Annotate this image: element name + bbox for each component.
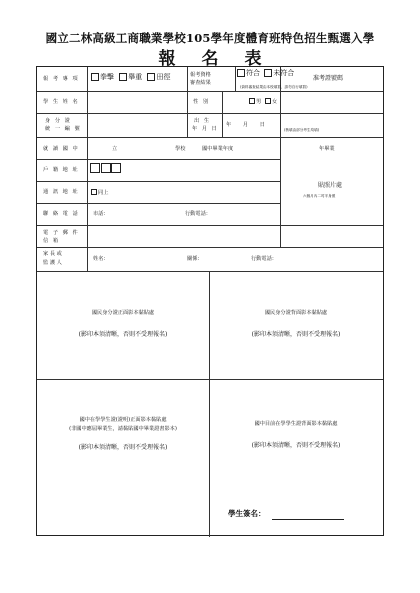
phone-label: 聯 絡 電 話 (43, 211, 80, 217)
phone-mobile-label: 行動電話： (185, 211, 211, 217)
guardian-label-2: 監 護 人 (43, 260, 62, 266)
id-front-label: 國民身分證正面影本黏貼處 (91, 310, 155, 316)
student-card-back-note: (影印本須清晰，否則不受理報名) (251, 442, 341, 449)
review-label-1: 報考資格 (190, 72, 211, 78)
guardian-relation-label: 關係： (187, 256, 203, 262)
guardian-label-1: 家 長 或 (43, 251, 62, 257)
household-address-label: 戶 籍 地 址 (43, 167, 80, 173)
checkbox-same-address[interactable] (91, 189, 97, 195)
mailing-address-label: 通 訊 地 址 (43, 189, 80, 195)
student-signature-line[interactable] (272, 519, 344, 520)
registration-form (36, 66, 384, 536)
option-qualified: 符合 (246, 69, 260, 77)
staff-note: (核填由部分考生均填) (284, 128, 320, 132)
student-card-back-label: 國中目前在學學生證背面影本黏貼處 (254, 421, 338, 427)
email-label-1: 電 子 郵 件 (43, 230, 80, 236)
birth-day-unit: 日 (259, 122, 265, 128)
checkbox-male[interactable] (249, 98, 255, 104)
postal-digit-2[interactable] (101, 163, 111, 173)
review-options (237, 69, 294, 77)
checkbox-not-qualified[interactable] (264, 69, 272, 77)
guardian-name-label: 姓名： (93, 256, 109, 262)
review-label-2: 審查結果 (190, 80, 211, 86)
option-athletics: 田徑 (156, 73, 171, 81)
option-weightlifting: 舉重 (128, 73, 143, 81)
id-number-label-1: 身 分 證 (45, 118, 72, 124)
checkbox-qualified[interactable] (237, 69, 245, 77)
postal-digit-3[interactable] (111, 163, 121, 173)
apply-category-options (91, 73, 170, 81)
option-male: 男 (256, 99, 262, 105)
graduation-year-suffix: 年畢業 (319, 146, 335, 152)
form-subtitle: 報名表 (158, 49, 288, 69)
junior-high-school: 學校 (175, 146, 186, 152)
photo-note: 六個月內二吋半身照 (303, 194, 336, 198)
checkbox-female[interactable] (265, 98, 271, 104)
id-number-label-2: 統 一 編 號 (45, 126, 82, 132)
student-card-front-label: 國中在學學生證(證明)正面影本黏貼處 (79, 417, 167, 423)
gender-label: 性 別 (193, 99, 210, 105)
birth-month-unit: 月 (242, 122, 249, 128)
gender-options (249, 98, 277, 105)
review-note: (資料審查結果由本校填寫，請勿自行填寫) (240, 85, 308, 89)
form-title: 國立二林高級工商職業學校105學年度體育班特色招生甄選入學 (45, 31, 375, 45)
checkbox-weightlifting[interactable] (119, 73, 127, 81)
checkbox-athletics[interactable] (147, 73, 155, 81)
birth-fields (226, 122, 265, 128)
guardian-mobile-label: 行動電話： (251, 256, 277, 262)
household-postal-boxes (90, 163, 122, 175)
student-card-front-note: (非國中應屆畢業生，請黏貼國中畢業證書影本) (69, 426, 177, 432)
checkbox-boxing[interactable] (91, 73, 99, 81)
email-label-2: 信 箱 (43, 238, 60, 244)
graduation-year-label: 國中畢業年度 (202, 146, 234, 152)
student-signature-label: 學生簽名： (228, 509, 266, 518)
option-not-qualified: 未符合 (273, 69, 295, 77)
birth-year-unit: 年 (226, 122, 232, 128)
postal-digit-1[interactable] (90, 163, 100, 173)
junior-high-label: 就 讀 國 中 (43, 146, 80, 152)
birth-label-2: 年 月 日 (192, 126, 219, 132)
student-name-label: 學 生 姓 名 (43, 99, 80, 105)
phone-city-label: 市話： (93, 211, 109, 217)
option-female: 女 (271, 99, 278, 105)
id-back-note: (影印本須清晰，否則不受理報名) (251, 331, 341, 338)
apply-category-label: 報 考 專 項 (43, 76, 80, 82)
option-boxing: 拳擊 (100, 73, 114, 81)
photo-label: 貼照片處 (318, 182, 343, 189)
id-back-label: 國民身分證背面影本黏貼處 (264, 310, 328, 316)
admission-no-label: 准考證號碼 (313, 75, 344, 82)
birth-label-1: 出 生 (194, 118, 211, 124)
mailing-same (91, 189, 108, 196)
student-card-front-clear-note: (影印本須清晰，否則不受理報名) (78, 444, 168, 451)
mailing-same-label: 同上 (98, 190, 109, 196)
id-front-note: (影印本須清晰，否則不受理報名) (78, 331, 168, 338)
junior-high-public: 立 (112, 146, 118, 152)
